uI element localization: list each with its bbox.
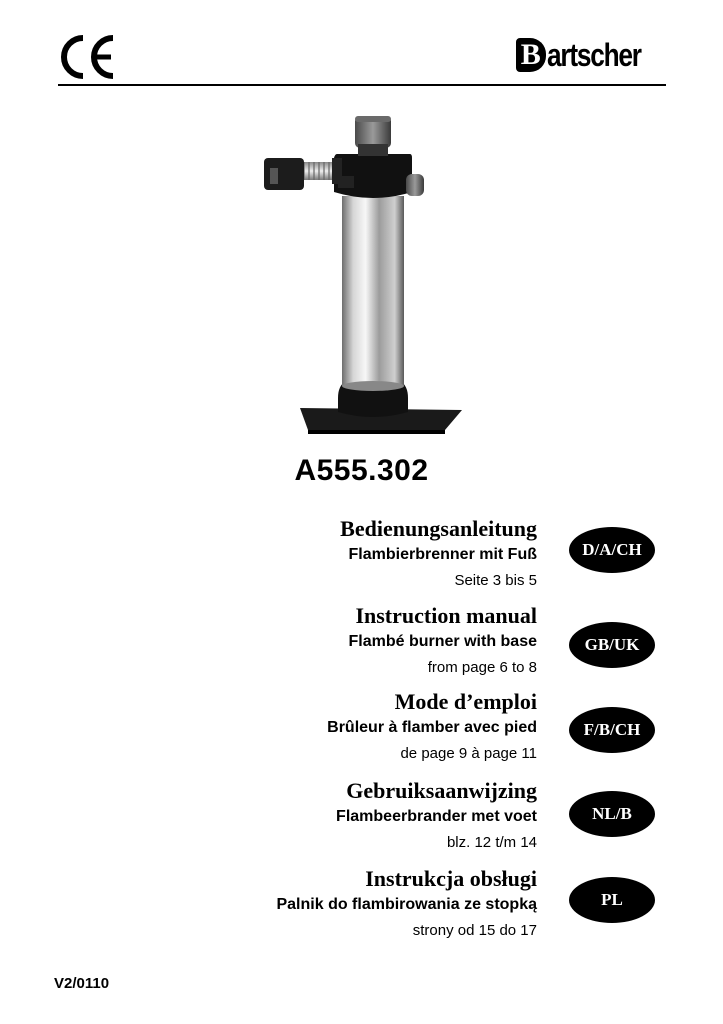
section-title: Instruction manual [355,603,537,628]
header-divider [58,84,666,86]
section-title: Bedienungsanleitung [340,516,537,541]
model-number: A555.302 [294,454,429,487]
section-nl [117,778,537,853]
brand-logo-initial: B [516,38,546,72]
section-title: Mode d’emploi [394,689,537,714]
language-badge-fr: F/B/CH [569,707,655,753]
ce-mark-icon [58,34,118,80]
section-pages: from page 6 to 8 [427,659,537,676]
version-label: V2/0110 [54,975,110,992]
section-subtitle: Flambeerbrander met voet [336,808,537,825]
section-subtitle: Flambierbrenner mit Fuß [348,546,537,563]
brand-logo-text: artscher [546,37,641,73]
section-pages: de page 9 à page 11 [400,745,537,762]
brand-logo [516,34,661,76]
section-subtitle: Palnik do flambirowania ze stopką [276,896,537,913]
section-gb [117,603,537,678]
section-fr [117,689,537,764]
language-badge-de: D/A/CH [569,527,655,573]
section-title: Gebruiksaanwijzing [346,778,537,803]
section-title: Instrukcja obsługi [365,866,537,891]
section-pages: blz. 12 t/m 14 [446,834,537,851]
section-pages: Seite 3 bis 5 [454,572,537,589]
section-subtitle: Brûleur à flamber avec pied [327,719,537,736]
section-de [117,516,537,591]
language-badge-gb: GB/UK [569,622,655,668]
section-subtitle: Flambé burner with base [348,633,537,650]
flambe-burner-image [240,108,480,438]
language-badge-nl: NL/B [569,791,655,837]
language-badge-pl: PL [569,877,655,923]
section-pl [117,866,537,941]
section-pages: strony od 15 do 17 [412,922,537,939]
